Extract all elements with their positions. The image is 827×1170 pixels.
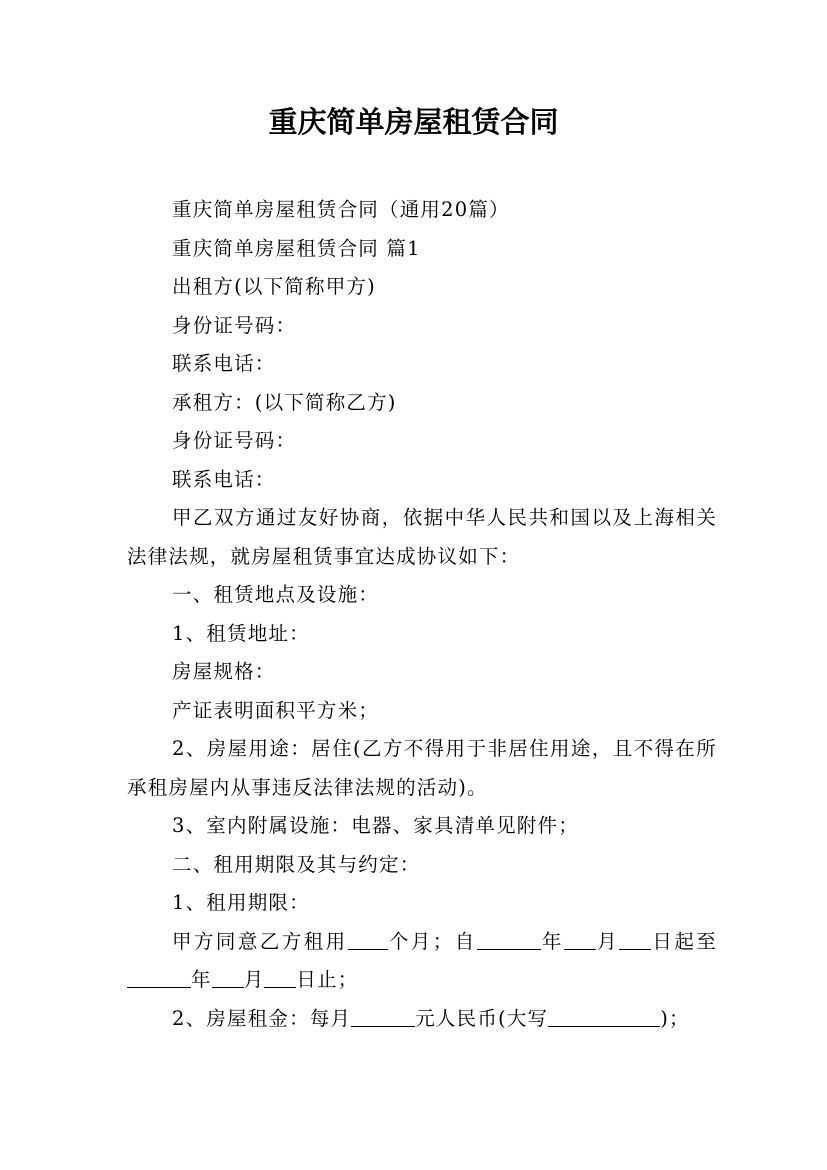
rent-text: )； — [660, 1006, 690, 1030]
facilities-line: 3、室内附属设施：电器、家具清单见附件； — [172, 814, 579, 837]
house-use-paragraph: 2、房屋用途：居住(乙方不得用于非居住用途，且不得在所承租房屋内从事违反法律法规的活动)。 — [127, 737, 717, 799]
section-heading: 重庆简单房屋租赁合同 篇1 — [172, 236, 421, 260]
document-body — [127, 191, 717, 1038]
period-text: 月 — [595, 929, 620, 953]
rent-text: 2、房屋租金：每月 — [172, 1006, 352, 1030]
rent-text: 元人民币(大写 — [415, 1006, 549, 1030]
period-text: 年 — [540, 929, 564, 953]
period-text: 日起至 — [651, 929, 718, 953]
rent-amount-blank — [351, 1006, 415, 1027]
rent-uppercase-blank — [548, 1006, 660, 1027]
period-text: 日止； — [296, 968, 359, 991]
lessor-id-line: 身份证号码： — [172, 313, 297, 337]
end-day-blank — [264, 968, 296, 989]
start-day-blank — [619, 929, 651, 950]
lessor-line: 出租方(以下简称甲方) — [172, 275, 376, 298]
rental-address-line: 1、租赁地址： — [172, 621, 310, 645]
clause-heading-1: 一、租赁地点及设施： — [172, 583, 380, 606]
lessee-line: 承租方：(以下简称乙方) — [172, 390, 397, 414]
clause-heading-2: 二、租用期限及其与约定： — [172, 852, 421, 876]
lease-term-line: 1、租用期限： — [172, 891, 310, 914]
end-year-blank — [127, 968, 191, 989]
area-line: 产证表明面积平方米； — [172, 698, 380, 722]
agreement-paragraph: 甲乙双方通过友好协商，依据中华人民共和国以及上海相关法律法规，就房屋租赁事宜达成协议如下： — [127, 506, 717, 568]
start-year-blank — [477, 929, 541, 950]
lease-period-paragraph — [127, 923, 717, 1000]
period-text: 个月；自 — [387, 929, 477, 953]
house-spec-line: 房屋规格： — [172, 660, 276, 683]
end-month-blank — [212, 968, 244, 989]
lessor-phone-line: 联系电话： — [172, 352, 276, 375]
months-blank — [348, 929, 388, 950]
start-month-blank — [564, 929, 596, 950]
period-text: 甲方同意乙方租用 — [172, 929, 348, 953]
subtitle-line: 重庆简单房屋租赁合同（通用20篇） — [172, 198, 510, 221]
rent-line — [127, 1000, 717, 1039]
period-text: 月 — [243, 968, 265, 991]
document-title: 重庆简单房屋租赁合同 — [268, 105, 559, 139]
period-text: 年 — [191, 968, 212, 991]
lessee-id-line: 身份证号码： — [172, 429, 297, 452]
lessee-phone-line: 联系电话： — [172, 467, 276, 491]
